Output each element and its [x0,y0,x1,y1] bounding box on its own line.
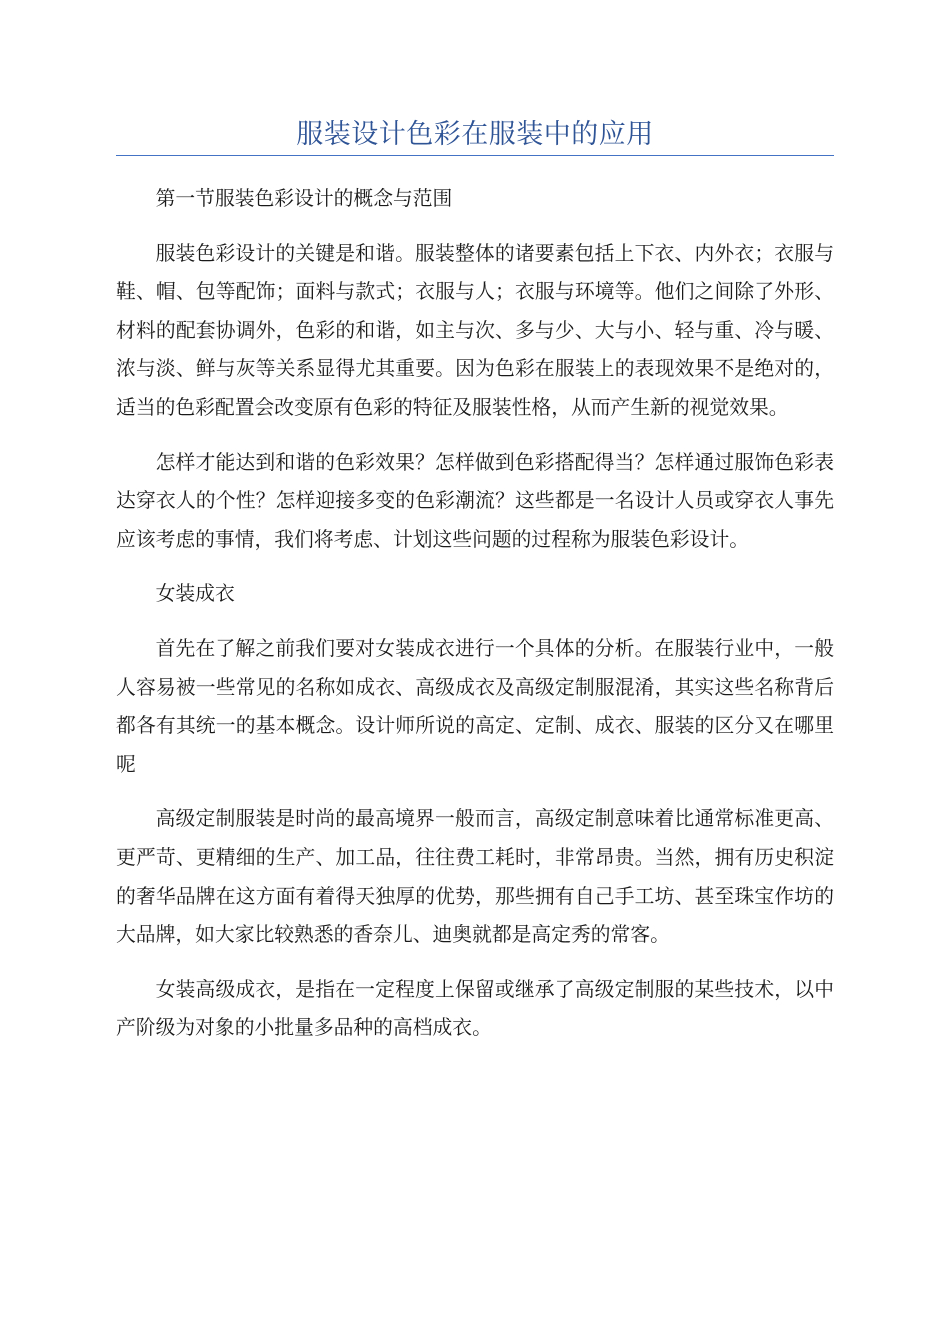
section-heading: 女装成衣 [155,582,235,606]
section-heading: 第一节服装色彩设计的概念与范围 [155,187,453,210]
document-body [116,180,834,1048]
paragraph: 首先在了解之前我们要对女装成衣进行一个具体的分析。在服装行业中，一般人容易被一些常见的名称如成衣、高级成衣及高级定制服混淆，其实这些名称背后都各有其统一的基本概念。设计师所说的高定、定制、成衣、服装的区分又在哪里呢 [116,636,834,776]
paragraph: 女装高级成衣，是指在一定程度上保留或继承了高级定制服的某些技术，以中产阶级为对象的小批量多品种的高档成衣。 [116,977,834,1040]
document-page [116,0,834,1064]
paragraph: 服装色彩设计的关键是和谐。服装整体的诸要素包括上下衣、内外衣；衣服与鞋、帽、包等配饰；面料与款式；衣服与人；衣服与环境等。他们之间除了外形、材料的配套协调外，色彩的和谐，如主与次、多与少、大与小、轻与重、冷与暖、浓与淡、鲜与灰等关系显得尤其重要。因为色彩在服装上的表现效果不是绝对的，适当的色彩配置会改变原有色彩的特征及服装性格，从而产生新的视觉效果。 [116,241,834,419]
paragraph: 怎样才能达到和谐的色彩效果？怎样做到色彩搭配得当？怎样通过服饰色彩表达穿衣人的个性？怎样迎接多变的色彩潮流？这些都是一名设计人员或穿衣人事先应该考虑的事情，我们将考虑、计划这些问题的过程称为服装色彩设计。 [116,450,834,551]
title-underline [116,155,834,156]
paragraph: 高级定制服装是时尚的最高境界一般而言，高级定制意味着比通常标准更高、更严苛、更精细的生产、加工品，往往费工耗时，非常昂贵。当然，拥有历史积淀的奢华品牌在这方面有着得天独厚的优势，那些拥有自己手工坊、甚至珠宝作坊的大品牌，如大家比较熟悉的香奈儿、迪奥就都是高定秀的常客。 [116,807,834,947]
document-title: 服装设计色彩在服装中的应用 [296,119,654,150]
